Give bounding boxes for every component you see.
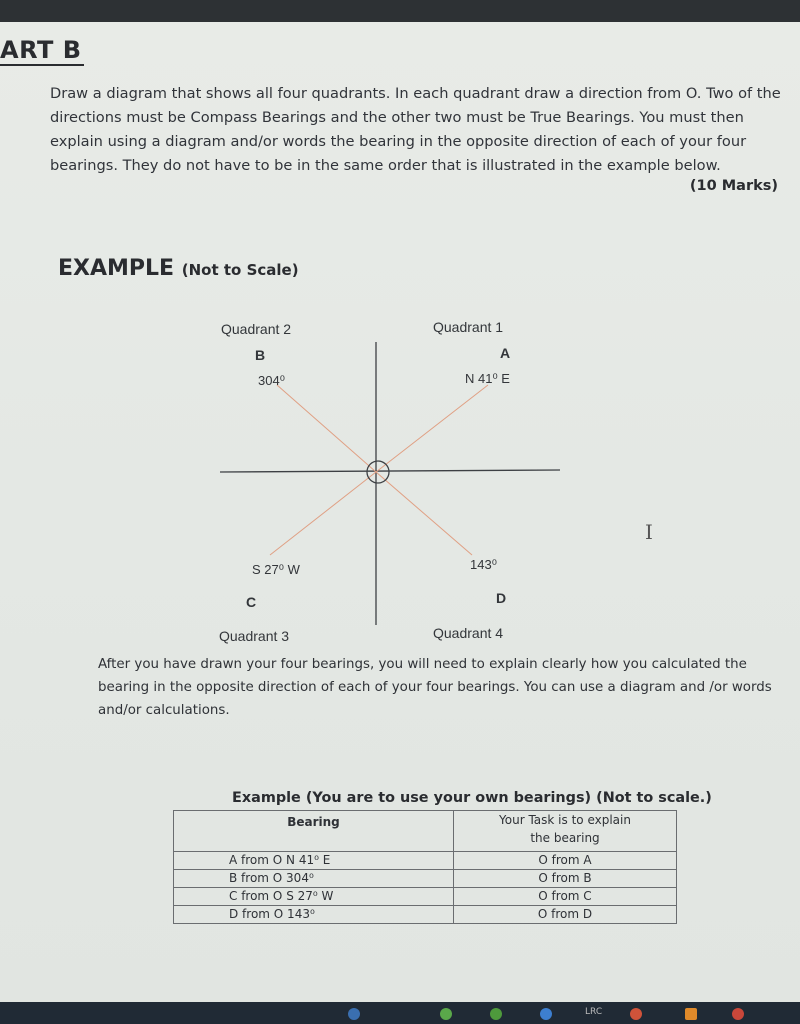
taskbar-label[interactable]: LRC xyxy=(585,1007,603,1017)
example-note: (Not to Scale) xyxy=(181,261,299,279)
after-instructions: After you have drawn your four bearings, you will need to explain clearly how you calculated the bearing in the opposite direction of each of your four bearings. You can use a diagram and /or words and/or calculations. xyxy=(98,657,772,718)
app-icon[interactable] xyxy=(540,1008,552,1020)
direction-line-b xyxy=(277,385,376,472)
point-b-letter: B xyxy=(255,347,266,363)
point-d-bearing: 143⁰ xyxy=(470,557,497,572)
text-cursor-icon: I xyxy=(645,520,653,544)
quadrant-3-label: Quadrant 3 xyxy=(219,628,290,644)
table-row xyxy=(174,852,677,870)
example-table xyxy=(173,810,677,924)
task-header-line2: the bearing xyxy=(530,831,600,845)
point-a-letter: A xyxy=(500,345,511,361)
task-cell: O from C xyxy=(454,888,677,906)
point-c-letter: C xyxy=(246,594,257,610)
direction-line-c xyxy=(270,472,376,555)
point-c-bearing: S 27⁰ W xyxy=(252,562,300,577)
quadrant-1-label: Quadrant 1 xyxy=(433,319,504,335)
quadrant-diagram xyxy=(200,310,570,650)
point-d-letter: D xyxy=(496,590,507,606)
bearing-cell: A from O N 41⁰ E xyxy=(174,852,454,870)
part-title: ART B xyxy=(0,36,82,64)
top-bezel xyxy=(0,0,800,22)
bearing-cell: B from O 304⁰ xyxy=(174,870,454,888)
example-heading-text: EXAMPLE xyxy=(58,256,175,281)
horizontal-axis xyxy=(220,470,560,472)
bearing-cell: C from O S 27⁰ W xyxy=(174,888,454,906)
task-cell: O from D xyxy=(454,906,677,924)
quadrant-4-label: Quadrant 4 xyxy=(433,625,504,641)
point-a-bearing: N 41⁰ E xyxy=(465,371,510,386)
origin-circle xyxy=(367,461,389,483)
task-cell: O from A xyxy=(454,852,677,870)
task-header-line1: Your Task is to explain xyxy=(499,813,631,827)
app-icon[interactable] xyxy=(685,1008,697,1020)
task-column-header xyxy=(454,811,677,852)
example-table-wrap xyxy=(173,810,677,924)
table-header-row xyxy=(174,811,677,852)
part-title-underline xyxy=(0,64,84,66)
taskbar xyxy=(0,1002,800,1024)
task-cell: O from B xyxy=(454,870,677,888)
app-icon[interactable] xyxy=(732,1008,744,1020)
point-b-bearing: 304⁰ xyxy=(258,373,285,388)
direction-line-a xyxy=(376,385,488,472)
app-icon[interactable] xyxy=(490,1008,502,1020)
bearing-column-header: Bearing xyxy=(174,811,454,852)
direction-line-d xyxy=(376,472,472,555)
example-heading xyxy=(58,256,299,281)
app-icon[interactable] xyxy=(348,1008,360,1020)
table-row xyxy=(174,870,677,888)
table-title: Example (You are to use your own bearings) (Not to scale.) xyxy=(232,790,712,806)
marks-label: (10 Marks) xyxy=(689,178,778,194)
quadrant-2-label: Quadrant 2 xyxy=(221,321,292,337)
app-icon[interactable] xyxy=(440,1008,452,1020)
app-icon[interactable] xyxy=(630,1008,642,1020)
table-row xyxy=(174,888,677,906)
instructions-paragraph: Draw a diagram that shows all four quadrants. In each quadrant draw a direction from O. Two of the directions must be Compass Bearings and the other two must be True Bearings. You must then explain using a diagram and/or words the bearing in the opposite direction of each of your four bearings. They do not have to be in the same order that is illustrated in the example below. xyxy=(50,85,781,174)
table-row xyxy=(174,906,677,924)
bearing-cell: D from O 143⁰ xyxy=(174,906,454,924)
